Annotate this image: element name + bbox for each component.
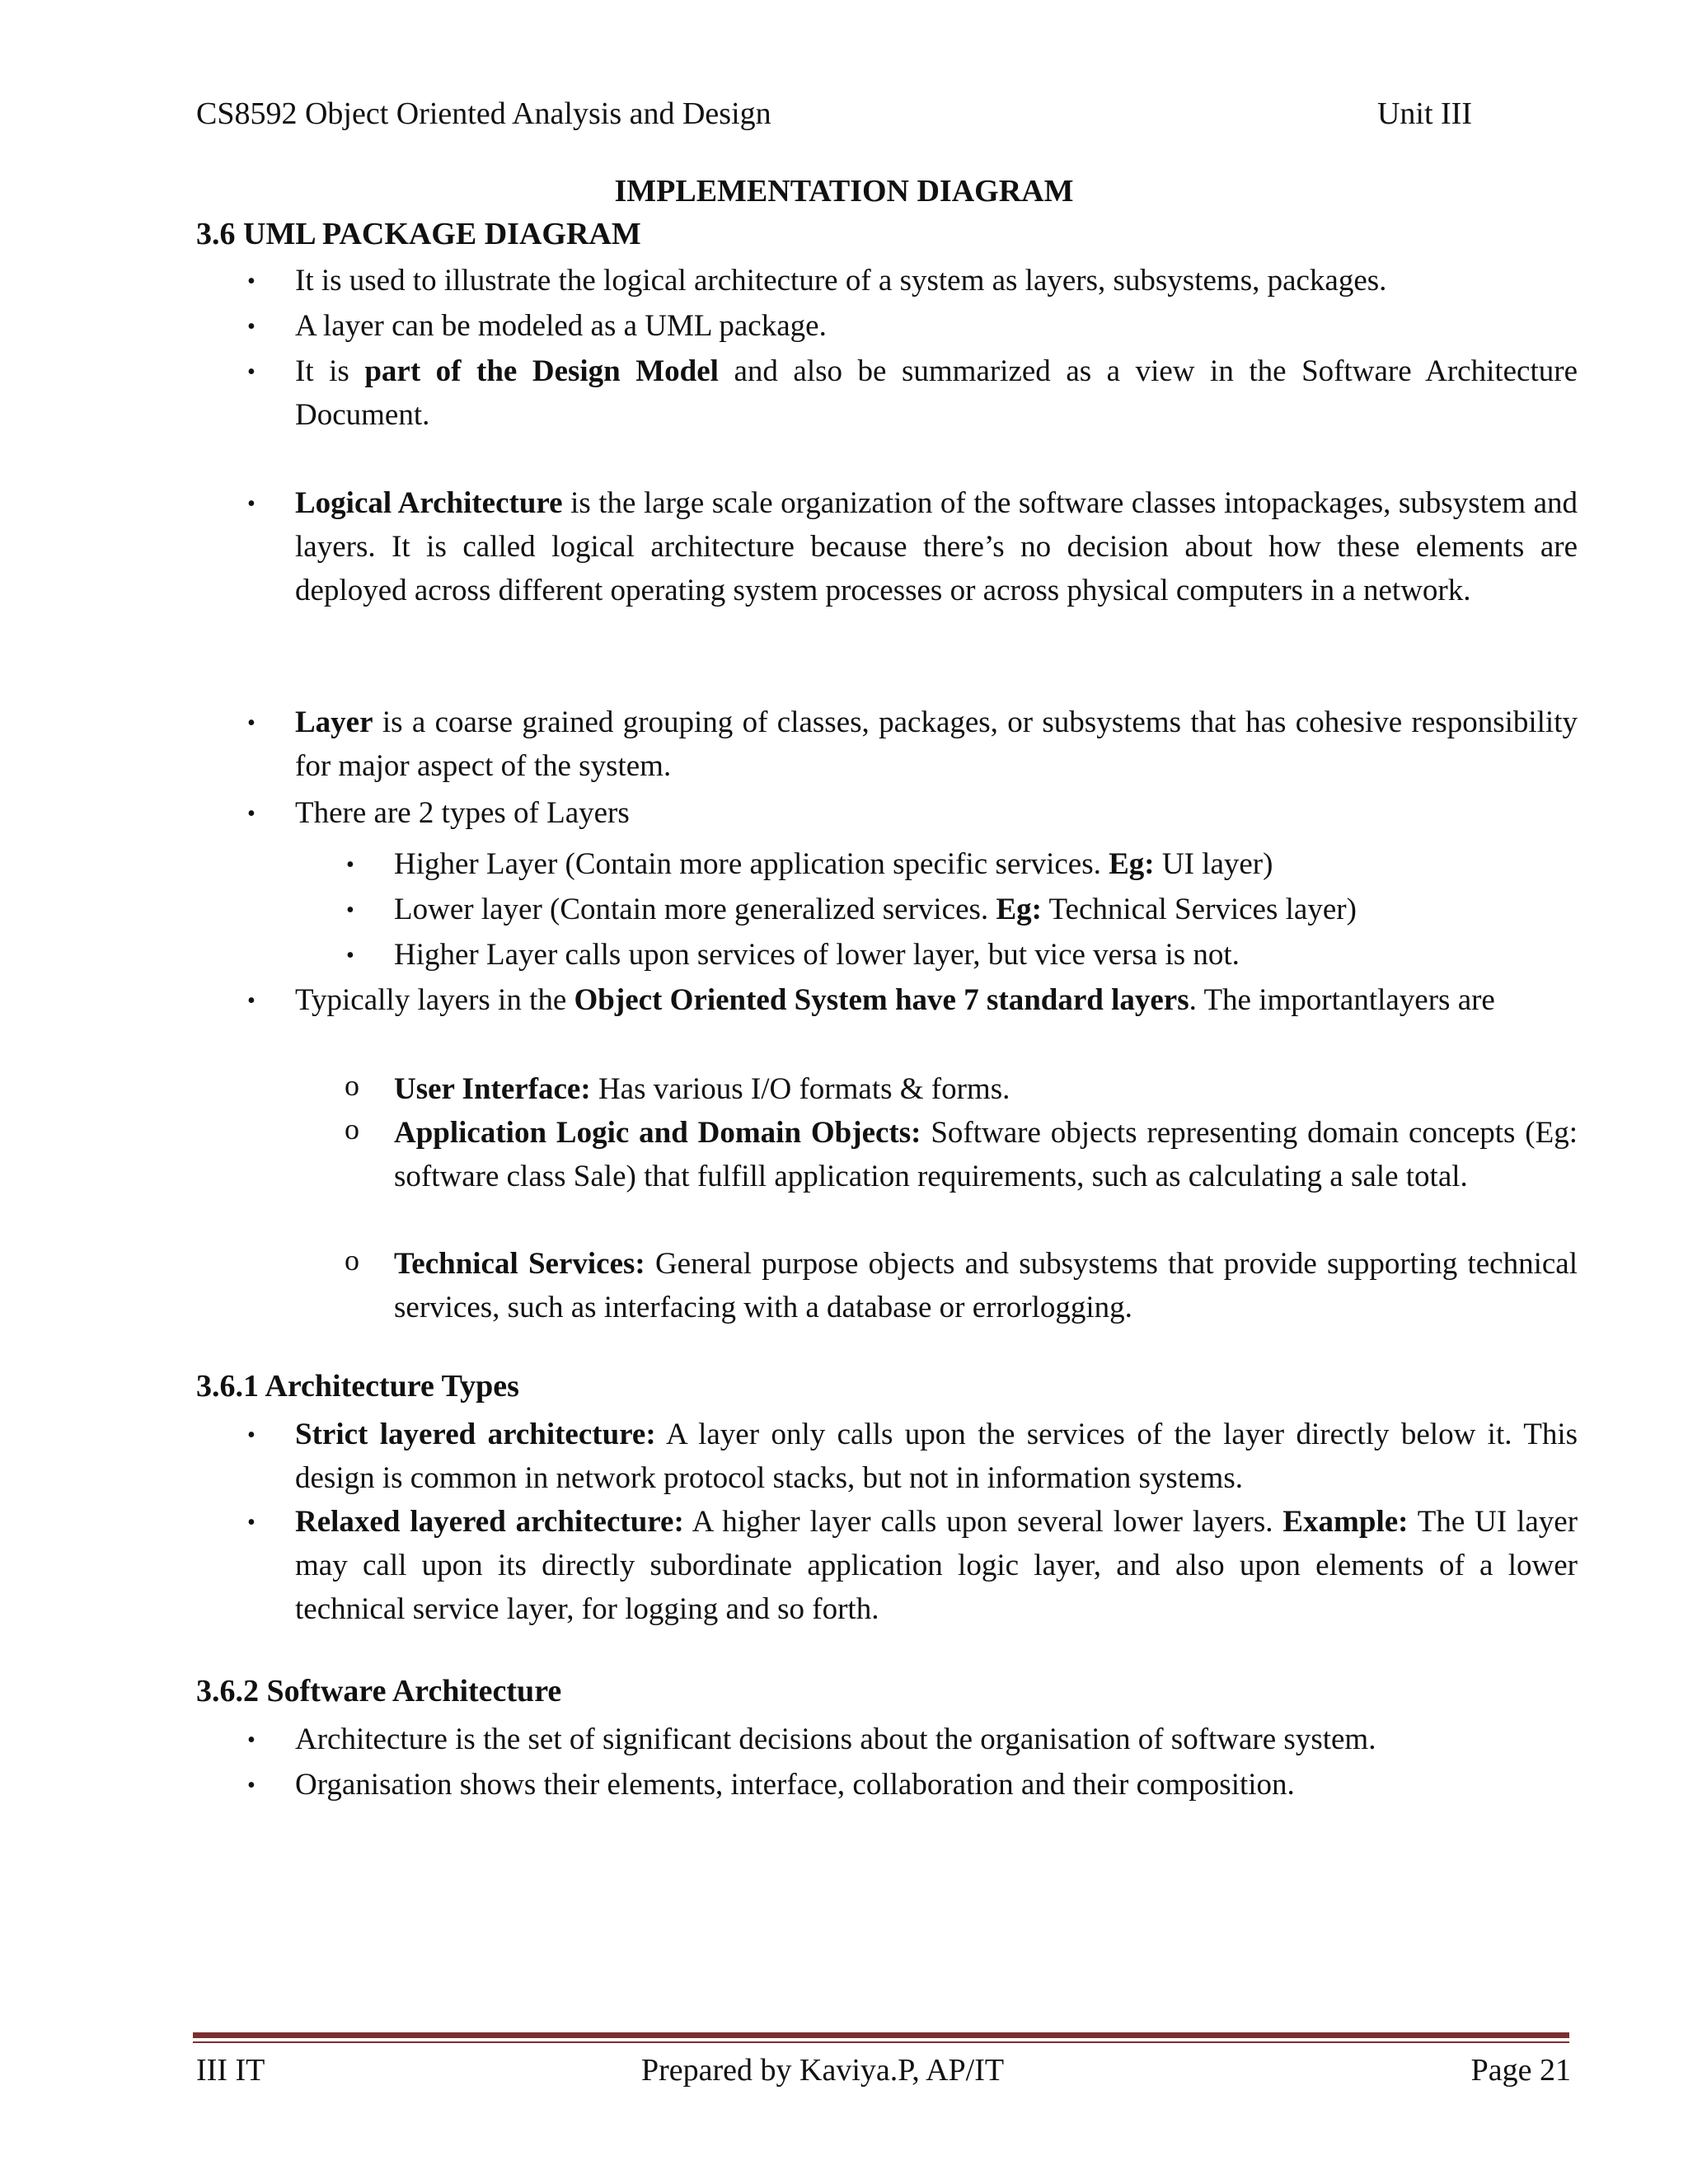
list-item: It is part of the Design Model and also be summarized as a view in the Software Architecture Document. xyxy=(295,354,1578,432)
sub-list-item: Higher Layer calls upon services of lower layer, but vice versa is not. xyxy=(394,938,1240,972)
circle-bullet-icon: o xyxy=(345,1069,359,1102)
circle-bullet-icon: o xyxy=(345,1113,359,1146)
bullet-icon: • xyxy=(247,314,256,340)
bullet-icon: • xyxy=(247,491,256,517)
bullet-icon: • xyxy=(247,1422,256,1448)
list-item: Organisation shows their elements, interface, collaboration and their composition. xyxy=(295,1768,1295,1802)
sub-list-item: User Interface: Has various I/O formats & forms. xyxy=(394,1072,1010,1106)
page-title: IMPLEMENTATION DIAGRAM xyxy=(614,174,1074,209)
list-item: Architecture is the set of significant decisions about the organisation of software system. xyxy=(295,1722,1376,1756)
bullet-icon: • xyxy=(247,801,256,827)
list-item: It is used to illustrate the logical architecture of a system as layers, subsystems, packages. xyxy=(295,264,1387,298)
footer-author: Prepared by Kaviya.P, AP/IT xyxy=(641,2053,1005,2088)
bullet-icon: • xyxy=(247,988,256,1014)
list-item: A layer can be modeled as a UML package. xyxy=(295,309,827,343)
sub-list-item: Technical Services: General purpose objects and subsystems that provide supporting technical services, such as interfacing with a database or errorlogging. xyxy=(394,1247,1578,1324)
page-number: Page 21 xyxy=(1470,2053,1571,2088)
bullet-icon: • xyxy=(247,359,256,385)
list-item: Logical Architecture is the large scale organization of the software classes intopackages, subsystem and layers. It is called logical architecture because there’s no decision about how these elements are deployed across different operating system processes or across physical computers in a network. xyxy=(295,486,1578,607)
sub-list-item: Lower layer (Contain more generalized services. Eg: Technical Services layer) xyxy=(394,893,1357,926)
sub-list-item: Application Logic and Domain Objects: Software objects representing domain concepts (Eg: software class Sale) that fulfill application requirements, such as calculating a sale total. xyxy=(394,1116,1578,1193)
circle-bullet-icon: o xyxy=(345,1244,359,1277)
section-heading-3-6: 3.6 UML PACKAGE DIAGRAM xyxy=(196,217,641,251)
footer-divider xyxy=(193,2032,1569,2038)
footer-divider-thin xyxy=(193,2041,1569,2043)
footer-class: III IT xyxy=(196,2053,265,2088)
list-item: Relaxed layered architecture: A higher layer calls upon several lower layers. Example: The UI layer may call upon its directly subordinate application logic layer, and also upon elements of a lower technical service layer, for logging and so forth. xyxy=(295,1505,1578,1626)
section-heading-3-6-2: 3.6.2 Software Architecture xyxy=(196,1674,562,1708)
bullet-icon: • xyxy=(247,269,256,294)
bullet-icon: • xyxy=(247,1510,256,1535)
bullet-icon: • xyxy=(247,710,256,736)
sub-list-item: Higher Layer (Contain more application specific services. Eg: UI layer) xyxy=(394,847,1273,881)
header-course: CS8592 Object Oriented Analysis and Design xyxy=(196,96,771,131)
bullet-icon: • xyxy=(346,898,354,923)
list-item: There are 2 types of Layers xyxy=(295,796,630,830)
header-unit: Unit III xyxy=(1376,96,1472,131)
bullet-icon: • xyxy=(346,943,354,968)
list-item: Strict layered architecture: A layer only calls upon the services of the layer directly below it. This design is common in network protocol stacks, but not in information systems. xyxy=(295,1418,1578,1495)
bullet-icon: • xyxy=(247,1727,256,1753)
bullet-icon: • xyxy=(346,852,354,878)
list-item: Layer is a coarse grained grouping of classes, packages, or subsystems that has cohesive responsibility for major aspect of the system. xyxy=(295,705,1578,783)
list-item: Typically layers in the Object Oriented System have 7 standard layers. The importantlayers are xyxy=(295,983,1495,1017)
bullet-icon: • xyxy=(247,1773,256,1798)
section-heading-3-6-1: 3.6.1 Architecture Types xyxy=(196,1369,519,1404)
